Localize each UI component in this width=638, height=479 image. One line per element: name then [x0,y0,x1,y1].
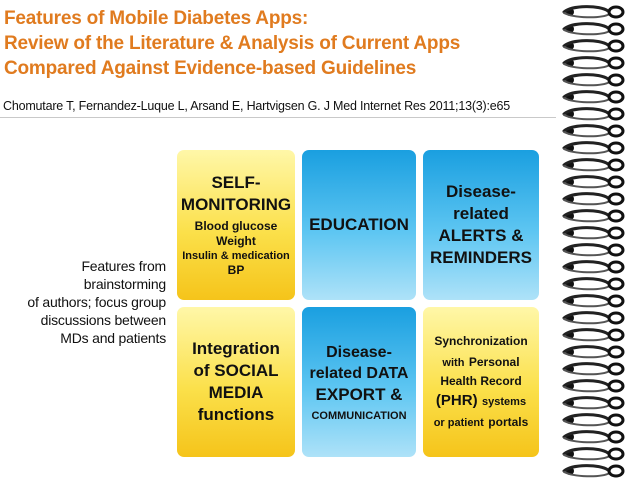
spiral-ring [560,378,638,394]
spiral-ring [560,361,638,377]
spiral-ring [560,395,638,411]
phr-line-4b: systems [482,395,527,408]
tile-social-media [177,307,295,457]
phr-line-4 [436,392,526,410]
phr-line-5 [434,413,529,431]
tile-data-export [302,307,416,457]
self-monitoring-item-blood-glucose: Blood glucose [194,219,278,233]
title-line-1: Features of Mobile Diabetes Apps: [4,8,309,29]
tile-education [302,150,416,300]
phr-line-2a: with [442,356,465,369]
education-label: EDUCATION [309,215,409,234]
alerts-line-4: REMINDERS [429,248,532,267]
social-line-4: functions [197,405,275,424]
side-note-line-4: discussions between [40,312,166,328]
spiral-ring [560,412,638,428]
self-monitoring-item-weight: Weight [216,234,256,248]
spiral-ring [560,429,638,445]
spiral-ring [560,242,638,258]
spiral-ring [560,276,638,292]
phr-line-5b: portals [488,414,529,429]
spiral-ring [560,21,638,37]
side-note-line-1: Features from [81,258,166,274]
spiral-ring [560,225,638,241]
spiral-ring [560,89,638,105]
social-line-3: MEDIA [208,383,264,402]
phr-line-3: Health Record [440,373,522,388]
side-note-line-5: MDs and patients [60,330,166,346]
self-monitoring-item-bp: BP [227,263,245,277]
spiral-ring [560,157,638,173]
phr-line-2 [442,353,519,371]
self-monitoring-item-insulin: Insulin & medication [182,250,290,262]
spiral-ring [560,38,638,54]
spiral-ring [560,327,638,343]
spiral-ring [560,208,638,224]
tile-alerts [423,150,539,300]
self-monitoring-title-2: MONITORING [180,195,292,214]
alerts-line-2: related [453,204,509,223]
divider [0,117,556,118]
export-line-3: EXPORT & [315,384,403,404]
side-note [2,257,166,347]
citation: Chomutare T, Fernandez-Luque L, Arsand E, Hartvigsen G. J Med Internet Res 2011;13(3):e65 [3,99,511,113]
phr-line-2b: Personal [468,354,520,369]
export-line-4: COMMUNICATION [311,409,407,422]
spiral-ring [560,106,638,122]
phr-line-5a: or patient [433,416,484,429]
title-line-2: Review of the Literature & Analysis of Current Apps [4,33,461,54]
title-line-3: Compared Against Evidence-based Guidelines [4,58,417,79]
export-line-1: Disease- [326,343,392,361]
spiral-ring [560,259,638,275]
spiral-ring [560,310,638,326]
spiral-ring [560,55,638,71]
tile-phr-sync [423,307,539,457]
alerts-line-3: ALERTS & [438,226,524,245]
spiral-ring [560,191,638,207]
spiral-ring [560,344,638,360]
spiral-ring [560,123,638,139]
tile-self-monitoring [177,150,295,300]
slide-title [4,6,534,81]
spiral-ring [560,446,638,462]
social-line-2: of SOCIAL [193,361,279,380]
spiral-ring [560,463,638,479]
alerts-line-1: Disease- [446,182,516,201]
spiral-ring [560,293,638,309]
phr-line-1: Synchronization [434,333,528,348]
spiral-ring [560,72,638,88]
social-line-1: Integration [192,339,280,358]
spiral-ring [560,174,638,190]
spiral-binding [560,0,638,479]
side-note-line-2: brainstorming [83,276,166,292]
spiral-ring [560,140,638,156]
export-line-2: related DATA [309,364,409,382]
spiral-ring [560,4,638,20]
phr-line-4a: (PHR) [435,391,478,409]
self-monitoring-title-1: SELF- [211,173,261,192]
side-note-line-3: of authors; focus group [27,294,166,310]
